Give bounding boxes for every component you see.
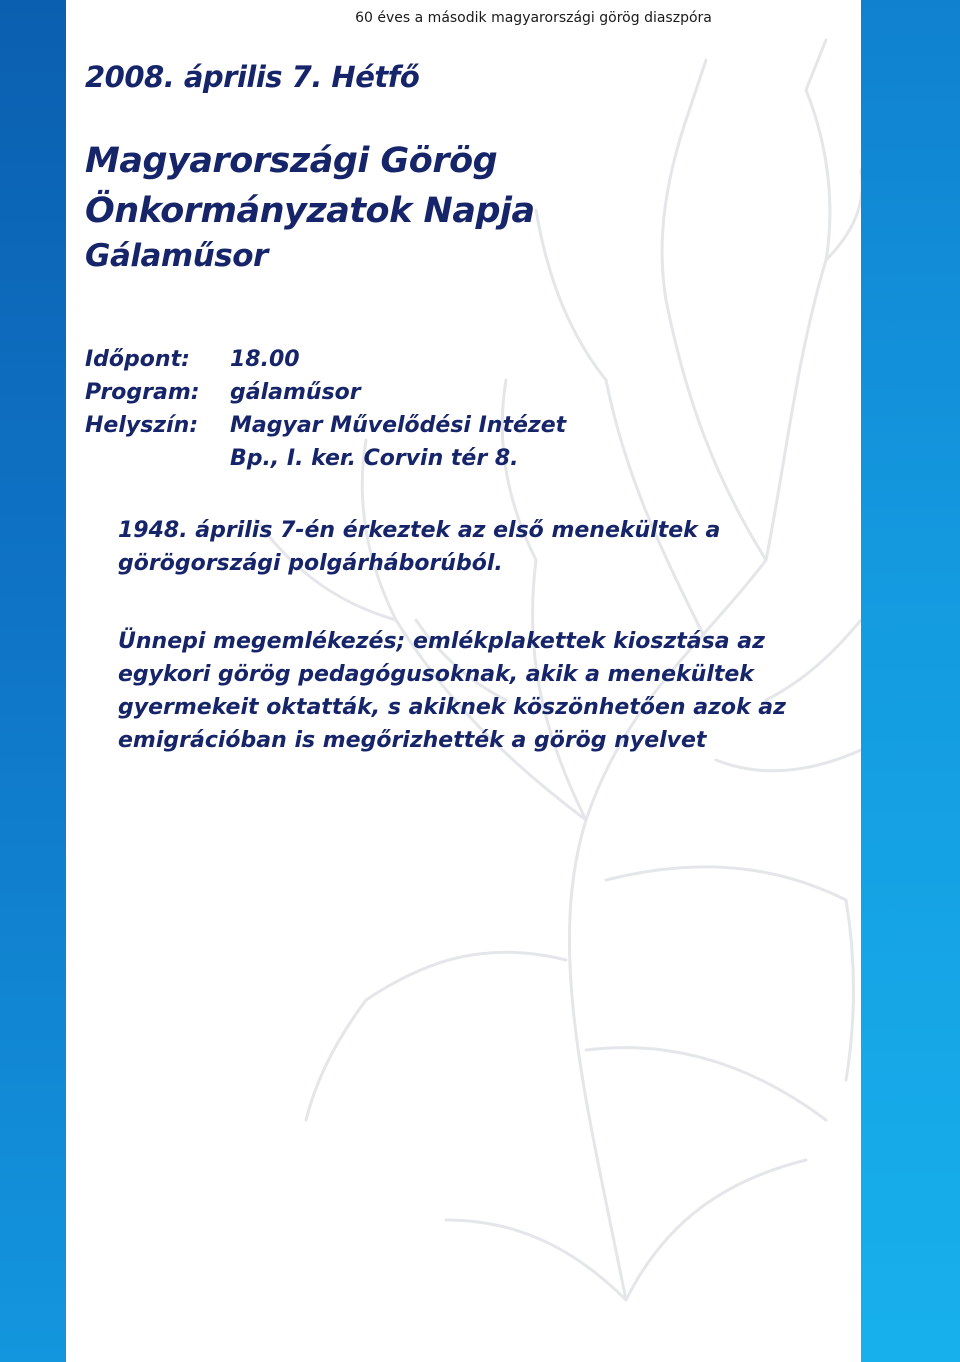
document-page: [66, 0, 861, 1362]
venue-label: Helyszín:: [85, 413, 199, 438]
time-label: Időpont:: [85, 347, 190, 372]
event-date: 2008. április 7. Hétfő: [85, 60, 420, 94]
history-paragraph: 1948. április 7-én érkeztek az első menekültek a görögországi polgárháborúból.: [118, 518, 721, 576]
venue-value-line1: Magyar Művelődési Intézet: [230, 413, 567, 438]
event-details: [85, 343, 566, 475]
details-row-time: [85, 343, 566, 376]
venue-value-line2: Bp., I. ker. Corvin tér 8.: [230, 446, 519, 471]
left-blue-band: [0, 0, 66, 1362]
program-value: gálaműsor: [230, 380, 361, 405]
event-subtitle: Gálaműsor: [85, 238, 268, 274]
right-blue-band: [861, 0, 960, 1362]
details-row-address: [85, 442, 566, 475]
program-label: Program:: [85, 380, 200, 405]
page-header: 60 éves a második magyarországi görög diaszpóra: [355, 10, 712, 26]
event-title-line2: Önkormányzatok Napja: [85, 191, 535, 231]
event-title: [85, 136, 785, 236]
ceremony-paragraph: Ünnepi megemlékezés; emlékplakettek kiosztása az egykori görög pedagógusoknak, akik a menekültek gyermekeit oktatták, s akiknek köszönhetően azok az emigrációban is megőrizhették a görög nyelvet: [118, 629, 786, 753]
address-spacer: [85, 442, 230, 475]
details-row-venue: [85, 409, 566, 442]
event-title-line1: Magyarországi Görög: [85, 141, 498, 181]
details-row-program: [85, 376, 566, 409]
time-value: 18.00: [230, 347, 300, 372]
